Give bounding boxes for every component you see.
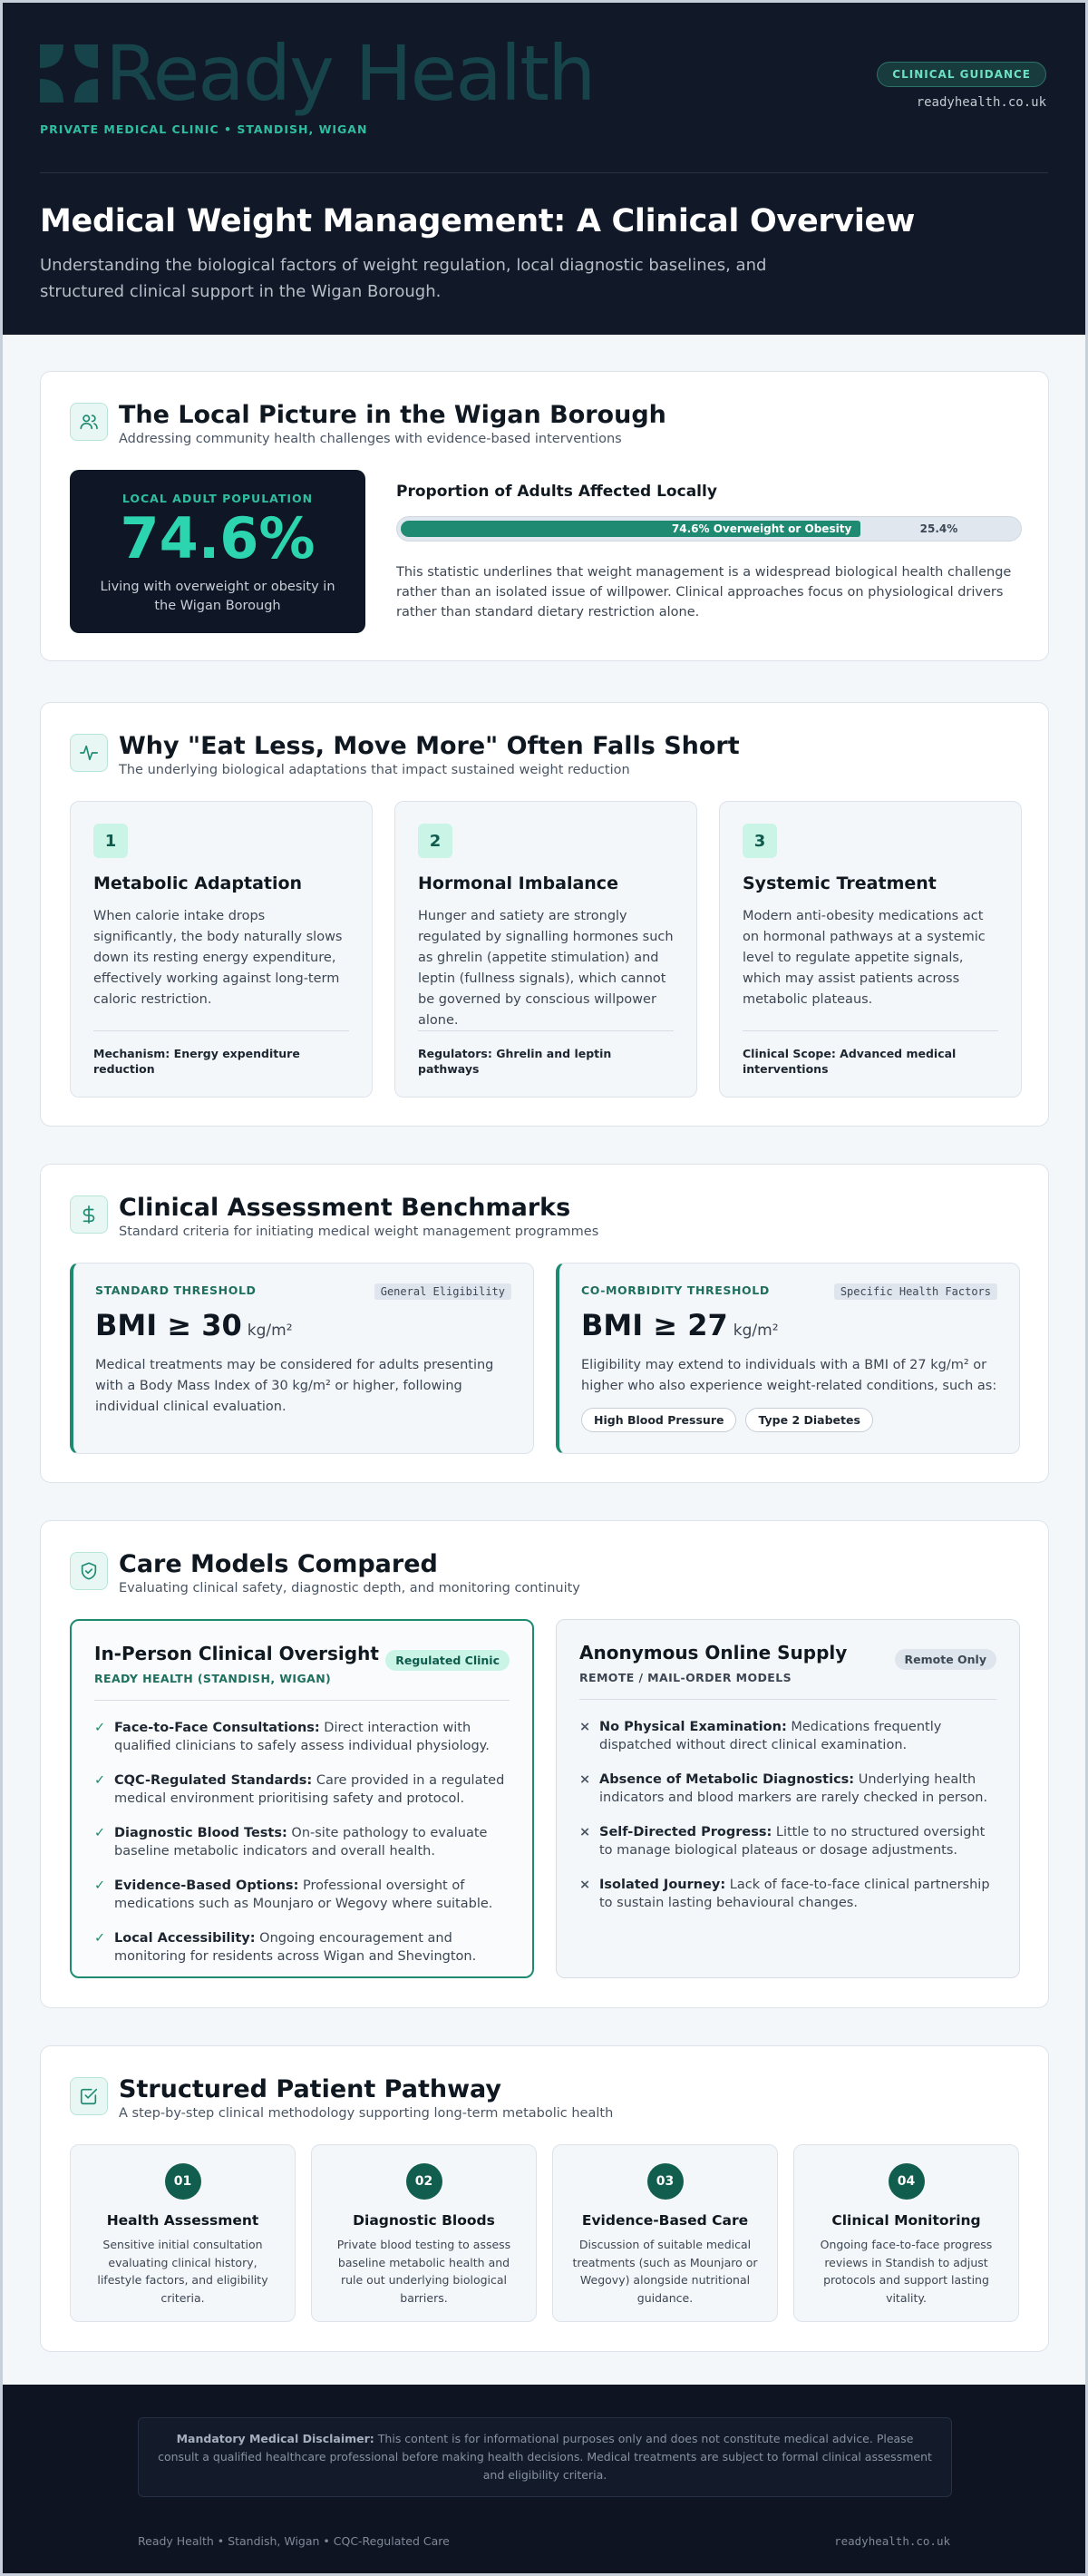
hero-header	[3, 3, 1085, 335]
factor-number: 3	[743, 824, 777, 858]
factor-card-systemic	[719, 801, 1022, 1098]
checkbox-icon	[70, 2077, 108, 2115]
proportion-title: Proportion of Adults Affected Locally	[396, 483, 717, 501]
remote-only-badge: Remote Only	[895, 1649, 996, 1670]
care-model-title: Anonymous Online Supply	[579, 1642, 848, 1664]
factor-text: When calorie intake drops significantly, the body naturally slows down its resting energy expenditure, effectively working against long-term caloric restriction.	[93, 909, 343, 1007]
list-item: ✓ Diagnostic Blood Tests: On-site pathology to evaluate baseline metabolic indicators and overall health.	[94, 1826, 488, 1859]
hero-divider	[40, 172, 1048, 173]
cross-icon: ×	[579, 1878, 591, 1892]
proportion-text: This statistic underlines that weight management is a widespread biological health challenge rather than an isolated issue of willpower. Clinical approaches focus on physiological drivers rather than standard dietary restriction alone.	[396, 565, 1012, 620]
pathway-step-2	[311, 2144, 537, 2322]
proportion-area	[396, 483, 1022, 622]
benchmark-value: BMI ≥ 27	[581, 1308, 728, 1342]
step-number: 04	[889, 2163, 925, 2200]
care-divider	[579, 1699, 996, 1700]
list-item: × Self-Directed Progress: Little to no structured oversight to manage biological plateaus or dosage adjustments.	[579, 1825, 986, 1858]
step-number: 01	[165, 2163, 201, 2200]
stat-label: LOCAL ADULT POPULATION	[121, 492, 314, 505]
activity-pulse-icon	[70, 734, 108, 772]
condition-pills	[581, 1408, 997, 1432]
pathway-step-4	[793, 2144, 1019, 2322]
disclaimer-text: This content is for informational purposes only and does not constitute medical advice. Please consult a qualified healthcare professional before making health decisions. Medical treatments are subject to formal clinical assessment and eligibility criteria.	[158, 2432, 932, 2482]
step-title: Health Assessment	[106, 2212, 259, 2229]
care-model-in-person	[70, 1619, 534, 1978]
list-item: ✓ CQC-Regulated Standards: Care provided in a regulated medical environment prioritising safety and protocol.	[94, 1773, 505, 1806]
list-item: ✓ Face-to-Face Consultations: Direct interaction with qualified clinicians to safely assess individual physiology.	[94, 1721, 490, 1753]
care-models-card	[40, 1520, 1049, 2008]
condition-pill-diabetes: Type 2 Diabetes	[745, 1408, 872, 1432]
condition-pill-blood-pressure: High Blood Pressure	[581, 1408, 736, 1432]
why-card	[40, 702, 1049, 1127]
cross-icon: ×	[579, 1772, 591, 1787]
disclaimer-heading: Mandatory Medical Disclaimer:	[176, 2432, 374, 2445]
check-icon: ✓	[94, 1826, 106, 1840]
step-title: Diagnostic Bloods	[353, 2212, 495, 2229]
check-icon: ✓	[94, 1878, 106, 1893]
factor-footnote: Regulators: Ghrelin and leptin pathways	[418, 1030, 674, 1077]
benchmark-comorbidity	[556, 1263, 1020, 1454]
benchmark-label: STANDARD THRESHOLD	[95, 1283, 257, 1297]
factor-number: 1	[93, 824, 128, 858]
list-item: ✓ Evidence-Based Options: Professional oversight of medications such as Mounjaro or Wegovy where suitable.	[94, 1878, 493, 1911]
section-subtitle: The underlying biological adaptations that impact sustained weight reduction	[119, 763, 630, 777]
factor-text: Modern anti-obesity medications act on hormonal pathways at a systemic level to regulate appetite signals, which may assist patients across metabolic plateaus.	[743, 909, 986, 1007]
brand-tagline: PRIVATE MEDICAL CLINIC • STANDISH, WIGAN	[40, 122, 368, 136]
dollar-icon	[70, 1195, 108, 1234]
factor-title: Systemic Treatment	[743, 873, 937, 893]
factor-title: Hormonal Imbalance	[418, 873, 618, 893]
care-model-subtitle: REMOTE / MAIL-ORDER MODELS	[579, 1671, 792, 1684]
factor-footnote: Mechanism: Energy expenditure reduction	[93, 1030, 349, 1077]
local-picture-card	[40, 371, 1049, 661]
benchmark-text: Medical treatments may be considered for adults presenting with a Body Mass Index of 30 kg/m² or higher, following individual clinical evaluation.	[95, 1358, 494, 1414]
factor-card-metabolic	[70, 801, 373, 1098]
benchmark-label: CO-MORBIDITY THRESHOLD	[581, 1283, 770, 1297]
population-stat-box	[70, 470, 365, 633]
benchmark-standard	[70, 1263, 534, 1454]
list-item: × Isolated Journey: Lack of face-to-face clinical partnership to sustain lasting behavioural changes.	[579, 1878, 990, 1910]
section-subtitle: A step-by-step clinical methodology supporting long-term metabolic health	[119, 2106, 614, 2121]
factor-number: 2	[418, 824, 452, 858]
benchmark-unit: kg/m²	[247, 1322, 293, 1340]
pathway-step-3	[552, 2144, 778, 2322]
step-text: Private blood testing to assess baseline metabolic health and rule out underlying biological barriers.	[336, 2238, 511, 2305]
stat-value: 74.6%	[120, 505, 316, 571]
section-title: The Local Picture in the Wigan Borough	[119, 401, 666, 429]
shield-check-icon	[70, 1552, 108, 1590]
page-title: Medical Weight Management: A Clinical Overview	[40, 203, 916, 239]
list-item: × Absence of Metabolic Diagnostics: Underlying health indicators and blood markers are rarely checked in person.	[579, 1772, 988, 1805]
section-title: Structured Patient Pathway	[119, 2075, 502, 2103]
benchmark-value-row	[95, 1308, 511, 1342]
step-text: Ongoing face-to-face progress reviews in Standish to adjust protocols and support lasting vitality.	[820, 2238, 993, 2305]
clinical-guidance-badge: CLINICAL GUIDANCE	[877, 62, 1046, 87]
care-model-subtitle: READY HEALTH (STANDISH, WIGAN)	[94, 1672, 332, 1685]
section-title: Care Models Compared	[119, 1550, 438, 1578]
users-icon	[70, 403, 108, 441]
benchmark-text: Eligibility may extend to individuals with a BMI of 27 kg/m² or higher who also experience weight-related conditions, such as:	[581, 1358, 997, 1393]
care-model-title: In-Person Clinical Oversight	[94, 1643, 379, 1664]
benchmark-value-row	[581, 1308, 997, 1342]
list-item: × No Physical Examination: Medications frequently dispatched without direct clinical examination.	[579, 1720, 942, 1752]
proportion-bar	[396, 516, 1022, 542]
stat-description: Living with overweight or obesity in the Wigan Borough	[100, 580, 335, 613]
check-icon: ✓	[94, 1773, 106, 1788]
section-subtitle: Standard criteria for initiating medical weight management programmes	[119, 1225, 599, 1239]
step-number: 03	[647, 2163, 684, 2200]
factor-card-hormonal	[394, 801, 697, 1098]
care-divider	[94, 1700, 510, 1701]
pathway-card	[40, 2045, 1049, 2352]
pathway-step-1	[70, 2144, 296, 2322]
step-title: Clinical Monitoring	[831, 2212, 981, 2229]
proportion-bar-rest-label: 25.4%	[919, 522, 958, 535]
medical-disclaimer	[138, 2417, 952, 2497]
care-benefit-list	[94, 1719, 510, 1966]
page-description: Understanding the biological factors of weight regulation, local diagnostic baselines, and structured clinical support in the Wigan Borough.	[40, 256, 767, 301]
logo-mark-icon	[40, 44, 98, 102]
factor-footnote: Clinical Scope: Advanced medical interventions	[743, 1030, 998, 1077]
proportion-bar-fill: 74.6% Overweight or Obesity	[401, 521, 860, 537]
cross-icon: ×	[579, 1720, 591, 1734]
care-model-online	[556, 1619, 1020, 1978]
benchmark-tag: General Eligibility	[374, 1283, 511, 1300]
section-title: Why "Eat Less, Move More" Often Falls Short	[119, 732, 740, 760]
cross-icon: ×	[579, 1825, 591, 1839]
benchmark-unit: kg/m²	[733, 1322, 779, 1340]
benchmark-value: BMI ≥ 30	[95, 1308, 242, 1342]
step-text: Sensitive initial consultation evaluating clinical history, lifestyle factors, and eligibility criteria.	[97, 2238, 268, 2305]
benchmark-tag: Specific Health Factors	[834, 1283, 997, 1300]
care-risk-list	[579, 1718, 996, 1912]
factor-title: Metabolic Adaptation	[93, 873, 303, 893]
factor-text: Hunger and satiety are strongly regulated by signalling hormones such as ghrelin (appetite stimulation) and leptin (fullness signals), which cannot be governed by conscious willpower alone.	[418, 909, 674, 1028]
section-subtitle: Evaluating clinical safety, diagnostic depth, and monitoring continuity	[119, 1581, 580, 1595]
check-icon: ✓	[94, 1721, 106, 1735]
check-icon: ✓	[94, 1931, 106, 1946]
step-number: 02	[406, 2163, 442, 2200]
step-text: Discussion of suitable medical treatments (such as Mounjaro or Wegovy) alongside nutritional guidance.	[572, 2238, 758, 2305]
benchmarks-card	[40, 1164, 1049, 1483]
site-url[interactable]: readyhealth.co.uk	[916, 95, 1046, 110]
list-item: ✓ Local Accessibility: Ongoing encouragement and monitoring for residents across Wigan and Shevington.	[94, 1931, 477, 1964]
footer-credits: Ready Health • Standish, Wigan • CQC-Regulated Care	[138, 2534, 450, 2548]
page-footer	[3, 2385, 1085, 2573]
section-subtitle: Addressing community health challenges with evidence-based interventions	[119, 432, 622, 446]
regulated-clinic-badge: Regulated Clinic	[385, 1650, 510, 1671]
section-title: Clinical Assessment Benchmarks	[119, 1194, 571, 1222]
step-title: Evidence-Based Care	[581, 2212, 749, 2229]
brand-name: Ready Health	[105, 29, 595, 118]
footer-url[interactable]: readyhealth.co.uk	[834, 2534, 950, 2548]
